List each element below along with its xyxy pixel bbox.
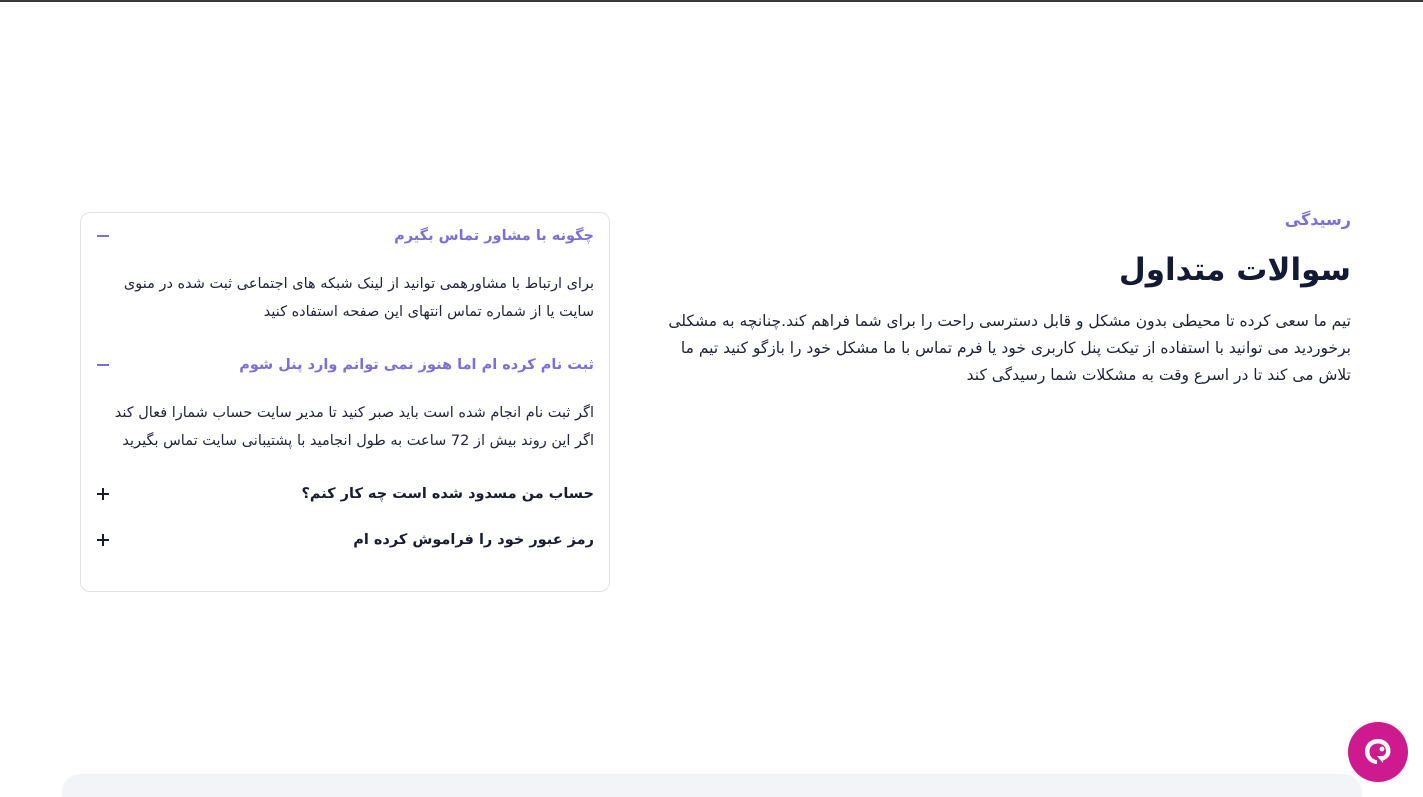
faq-question-header[interactable] bbox=[81, 213, 609, 259]
faq-answer: برای ارتباط با مشاورهمی توانید از لینک شبکه های اجتماعی ثبت شده در منوی سایت یا از شماره تماس انتهای این صفحه استفاده کنید bbox=[123, 276, 594, 320]
chat-widget-icon bbox=[1361, 735, 1395, 769]
section-description: تیم ما سعی کرده تا محیطی بدون مشکل و قابل دسترسی راحت را برای شما فراهم کند.چنانچه به مشکلی برخوردید می توانید با استفاده از تیکت پنل کاربری خود یا فرم تماس با ما مشکل خود را بازگو کنید تیم ما تلاش می کند تا در اسرع وقت به مشکلات شما رسیدگی کند bbox=[668, 312, 1351, 384]
faq-item bbox=[81, 213, 609, 342]
faq-question: رمز عبور خود را فراموش کرده ام bbox=[353, 532, 594, 548]
faq-item bbox=[81, 471, 609, 517]
section-eyebrow: رسیدگی bbox=[1284, 210, 1351, 229]
faq-question: چگونه با مشاور تماس بگیرم bbox=[394, 228, 594, 244]
section-title: سوالات متداول bbox=[1118, 252, 1351, 288]
faq-accordion bbox=[80, 212, 610, 592]
faq-question: ثبت نام کرده ام اما هنوز نمی توانم وارد پنل شوم bbox=[239, 357, 594, 373]
faq-answer: اگر ثبت نام انجام شده است باید صبر کنید تا مدیر سایت حساب شمارا فعال کند اگر این روند بیش از 72 ساعت به طول انجامید با پشتیبانی سایت تماس بگیرید bbox=[114, 405, 594, 449]
plus-icon[interactable] bbox=[96, 533, 110, 547]
faq-question-header[interactable] bbox=[81, 517, 609, 563]
chat-widget-button[interactable] bbox=[1348, 722, 1408, 782]
faq-question: حساب من مسدود شده است چه کار کنم؟ bbox=[301, 486, 594, 502]
minus-icon[interactable] bbox=[96, 229, 110, 243]
minus-icon[interactable] bbox=[96, 358, 110, 372]
faq-item bbox=[81, 517, 609, 563]
faq-question-header[interactable] bbox=[81, 471, 609, 517]
faq-question-header[interactable] bbox=[81, 342, 609, 388]
faq-item bbox=[81, 342, 609, 471]
plus-icon[interactable] bbox=[96, 487, 110, 501]
faq-intro bbox=[661, 206, 1351, 389]
next-section-card bbox=[62, 774, 1362, 797]
